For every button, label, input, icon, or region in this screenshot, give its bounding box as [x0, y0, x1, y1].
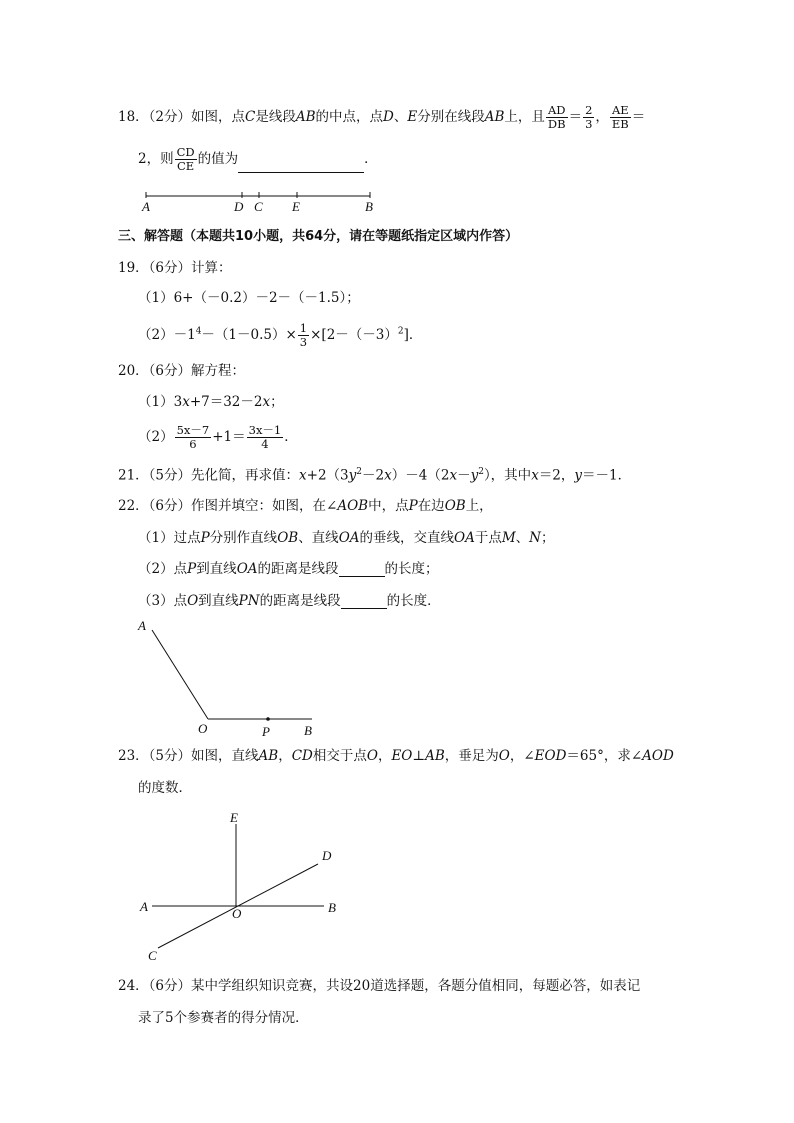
label-e: E: [292, 199, 300, 214]
ray-oa: [152, 630, 208, 719]
label-c: C: [148, 948, 157, 963]
label-b: B: [365, 199, 373, 214]
label-d: D: [234, 199, 244, 214]
answer-blank[interactable]: [341, 596, 387, 609]
label-p: P: [262, 724, 270, 739]
fraction-2-3: $\frac{2}{3}$: [585, 103, 593, 132]
q19-part2: $(2)-1^4-(1-0.5)\times$ $\frac{1}{3}$ $\times[2-(-3)^2]$．: [138, 321, 423, 350]
section-heading: 三、解答题（本题共10小题，共64分，请在等题纸指定区域内作答）: [118, 229, 519, 244]
q24-line1: 24．（6分）某中学组织知识竞赛，共设20道选择题，各题分值相同，每题必答，如表记: [118, 978, 641, 994]
label-a: A: [140, 899, 148, 914]
q19-part1: （1）6+（－0.2）－2－（－1.5）；: [138, 290, 360, 306]
fraction-5x-7-over-6: $\frac{5x-7}{6}$: [176, 423, 210, 452]
q19-title: 19．（6分）计算：: [118, 260, 232, 276]
label-a: A: [142, 199, 150, 214]
q18-line1: 18．（2分）如图，点C是线段AB的中点，点D、E分别在线段AB上，且 $\frac{AD}{DB}$ ＝ $\frac{2}{3}$ ， $\frac{AE}{EB}$ ＝: [118, 103, 646, 132]
q23-line1: 23．（5分）如图，直线AB，CD相交于点O，EO⊥AB，垂足为O，∠EOD＝65°，求∠AOD: [118, 748, 674, 764]
fraction-3x-1-over-4: $\frac{3x-1}{4}$: [248, 423, 282, 452]
label-d: D: [322, 848, 332, 863]
q24-line2: 录了5个参赛者的得分情况．: [138, 1010, 309, 1026]
answer-blank[interactable]: [238, 160, 364, 173]
q18-line2: 2，则 $\frac{CD}{CE}$ 的值为 ．: [138, 145, 378, 174]
q22-line4: （3）点O到直线PN的距离是线段 的长度．: [138, 593, 441, 609]
label-o: O: [232, 906, 242, 921]
q20-part1: （1）3x+7＝32－2x；: [138, 394, 284, 410]
answer-blank[interactable]: [339, 564, 385, 577]
label-a: A: [138, 618, 146, 633]
q22-angle-figure: [130, 614, 330, 742]
q20-part2: （2） $\frac{5x-7}{6}$ +1＝ $\frac{3x-1}{4}$ ．: [138, 423, 298, 452]
point-p: [266, 717, 270, 721]
label-b: B: [328, 900, 336, 915]
q21-text: 21．（5分）先化简，再求值：$x+2(3y^2-2x)-4(2x-y^2)$，其中x＝2，y＝－1．: [118, 467, 632, 484]
q20-title: 20．（6分）解方程：: [118, 363, 246, 379]
q22-line1: 22．（6分）作图并填空：如图，在∠AOB中，点P在边OB上，: [118, 498, 493, 514]
label-c: C: [254, 199, 263, 214]
label-o: O: [198, 721, 208, 736]
q22-line3: （2）点P到直线OA的距离是线段 的长度；: [138, 561, 439, 577]
fraction-1-3: $\frac{1}{3}$: [299, 321, 308, 350]
fraction-cd-ce: $\frac{CD}{CE}$: [176, 145, 195, 174]
fraction-ae-eb: $\frac{AE}{EB}$: [611, 103, 629, 132]
q22-line2: （1）过点P分别作直线OB、直线OA的垂线，交直线OA于点M、N；: [138, 530, 555, 546]
fraction-ad-db: $\frac{AD}{DB}$: [547, 103, 566, 132]
q23-intersecting-lines-figure: [136, 808, 356, 964]
q18-segment-figure: [138, 188, 398, 214]
label-b: B: [304, 723, 312, 738]
q23-line2: 的度数．: [138, 780, 192, 796]
label-e: E: [230, 810, 238, 825]
